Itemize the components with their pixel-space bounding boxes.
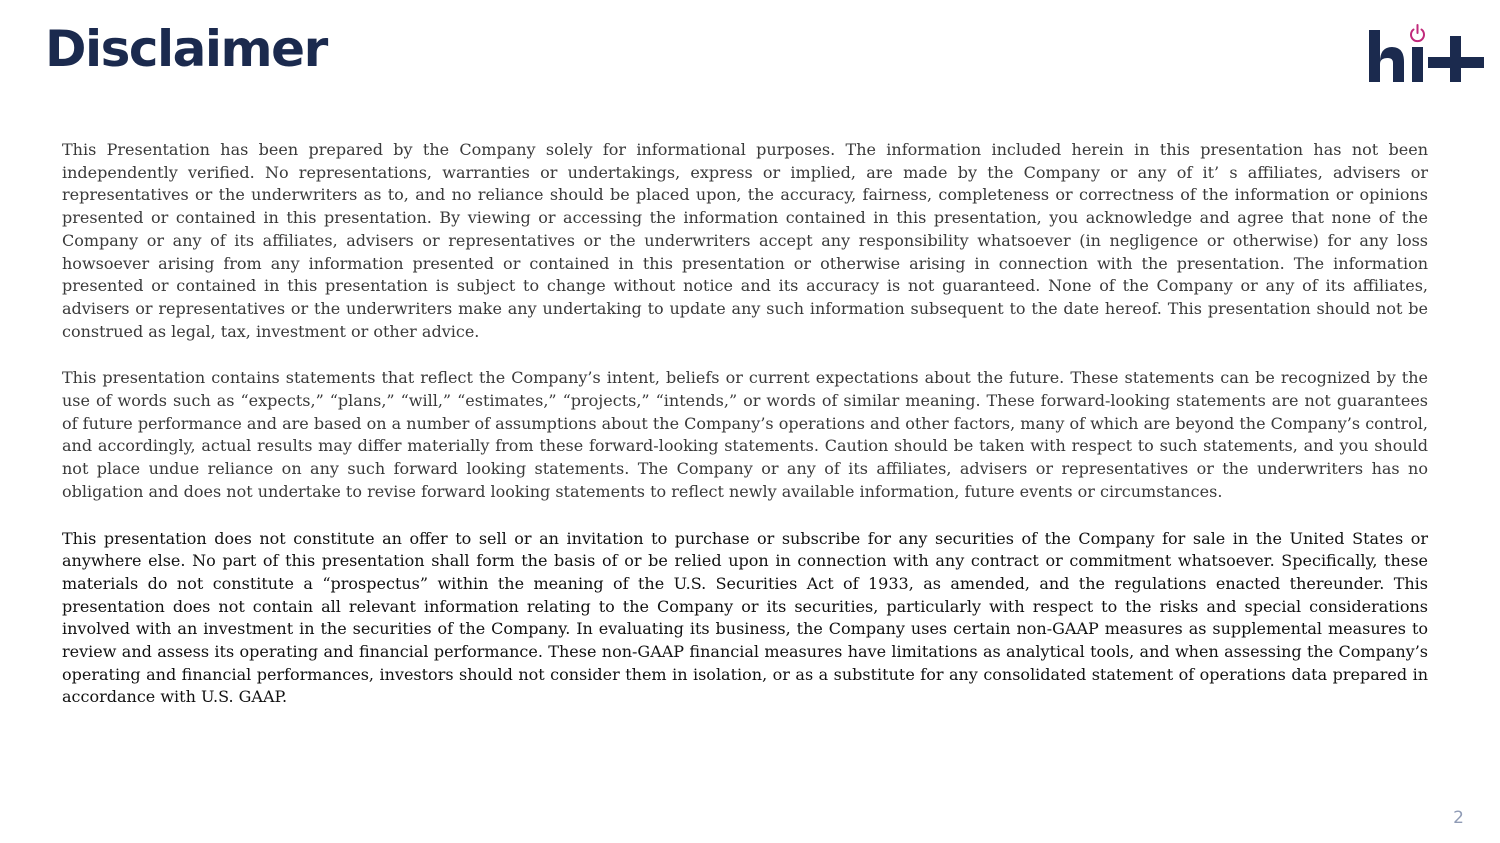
page-number: 2 <box>1453 808 1464 828</box>
disclaimer-paragraph-securities: This presentation does not constitute an offer to sell or an invitation to purchase or subscribe for any securities of the Company for sale in the United States or anywhere else. No part of this presentation shall form the basis of or be relied upon in connection with any contract or commitment whatsoever. Specifically, these materials do not constitute a “prospectus” within the meaning of the U.S. Securities Act of 1933, as amended, and the regulations enacted thereunder. This presentation does not contain all relevant information relating to the Company or its securities, particularly with respect to the risks and special considerations involved with an investment in the securities of the Company. In evaluating its business, the Company uses certain non-GAAP measures as supplemental measures to review and assess its operating and financial performance. These non-GAAP financial measures have limitations as analytical tools, and when assessing the Company’s operating and financial performances, investors should not consider them in isolation, or as a substitute for any consolidated statement of operations data prepared in accordance with U.S. GAAP. <box>62 528 1428 707</box>
disclaimer-paragraph-information: This Presentation has been prepared by the Company solely for informational purposes. The information included herein in this presentation has not been independently verified. No representations, warranties or undertakings, express or implied, are made by the Company or any of it’ s affiliates, advisers or representatives or the underwriters as to, and no reliance should be placed upon, the accuracy, fairness, completeness or correctness of the information or opinions presented or contained in this presentation. By viewing or accessing the information contained in this presentation, you acknowledge and agree that none of the Company or any of its affiliates, advisers or representatives or the underwriters accept any responsibility whatsoever (in negligence or otherwise) for any loss howsoever arising from any information presented or contained in this presentation or otherwise arising in connection with the presentation. The information presented or contained in this presentation is subject to change without notice and its accuracy is not guaranteed. None of the Company or any of its affiliates, advisers or representatives or the underwriters make any undertaking to update any such information subsequent to the date hereof. This presentation should not be construed as legal, tax, investment or other advice. <box>62 140 1428 341</box>
disclaimer-paragraph-forward-looking: This presentation contains statements that reflect the Company’s intent, beliefs or current expectations about the future. These statements can be recognized by the use of words such as “expects,” “plans,” “will,” “estimates,” “projects,” “intends,” or words of similar meaning. These forward-looking statements are not guarantees of future performance and are based on a number of assumptions about the Company’s operations and other factors, many of which are beyond the Company’s control, and accordingly, actual results may differ materially from these forward-looking statements. Caution should be taken with respect to such statements, and you should not place undue reliance on any such forward looking statements. The Company or any of its affiliates, advisers or representatives or the underwriters has no obligation and does not undertake to revise forward looking statements to reflect newly available information, future events or circumstances. <box>62 368 1428 501</box>
disclaimer-body <box>62 139 1428 733</box>
page-title: Disclaimer <box>45 20 327 78</box>
power-icon <box>1411 25 1424 41</box>
company-logo <box>1366 22 1486 86</box>
